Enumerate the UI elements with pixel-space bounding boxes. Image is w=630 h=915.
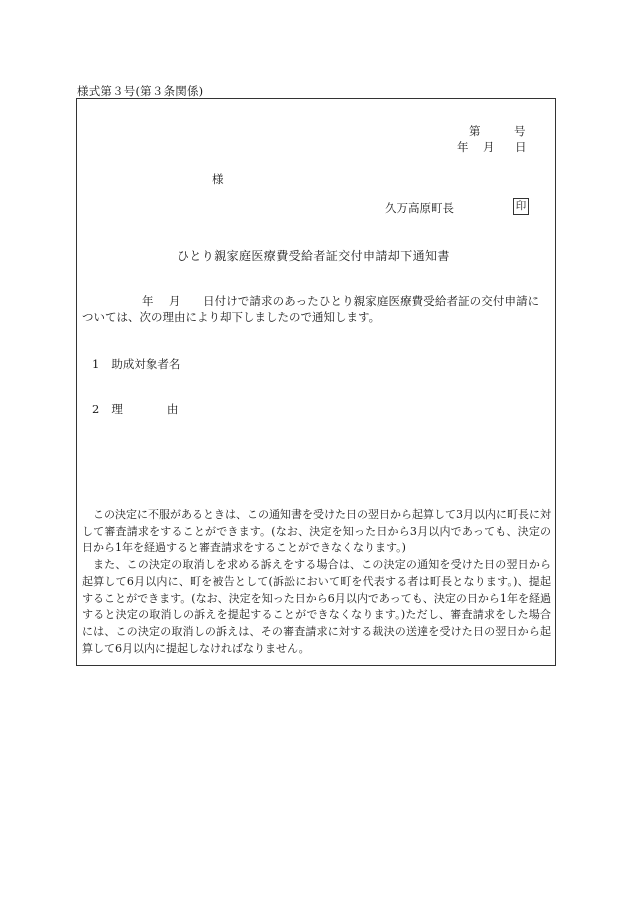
body-line-2: ついては、次の理由により却下しましたので通知します。: [82, 310, 381, 324]
appeal-notice: [82, 507, 551, 657]
item-reason: [92, 401, 178, 417]
document-number-prefix: 第: [469, 124, 481, 138]
item-applicant-name: [92, 356, 180, 372]
item-number: 2: [92, 402, 100, 416]
document-frame: [76, 98, 556, 666]
appeal-notice-paragraph-2: また、この決定の取消しを求める訴えをする場合は、この決定の通知を受けた日の翌日から起算して6月以内に、町を被告として(訴訟において町を代表する者は町長となります。)、提起することができます。(なお、決定を知った日から6月以内であっても、決定の日から1年を経過すると決定の取消しの訴えを提起することができなくなります。)ただし、審査請求をした場合には、この決定の取消しの訴えは、その審査請求に対する裁決の送達を受けた日の翌日から起算して6月以内に提起しなければなりません。: [82, 558, 551, 655]
item-label-second-char: 由: [166, 402, 179, 416]
date-day: 日: [515, 140, 527, 154]
item-label: 助成対象者名: [111, 357, 181, 371]
document-title: ひとり親家庭医療費受給者証交付申請却下通知書: [177, 249, 450, 263]
date-year: 年: [457, 140, 469, 154]
item-number: 1: [92, 357, 100, 371]
body-month: 月: [169, 294, 181, 308]
form-label: 様式第３号(第３条関係): [77, 84, 204, 98]
body-line-1-text: 日付けで請求のあったひとり親家庭医療費受給者証の交付申請に: [203, 294, 540, 308]
date-month: 月: [483, 140, 495, 154]
appeal-notice-paragraph-1: この決定に不服があるときは、この通知書を受けた日の翌日から起算して3月以内に町長に対して審査請求をすることができます。(なお、決定を知った日から3月以内であっても、決定の日から1年を経過すると審査請求をすることができなくなります。): [82, 508, 551, 555]
addressee-honorific: 様: [212, 172, 224, 186]
document-number-suffix: 号: [514, 124, 526, 138]
body-year: 年: [142, 294, 154, 308]
issuer-name: 久万高原町長: [385, 201, 454, 215]
seal-mark: 印: [513, 198, 529, 215]
item-label-first-char: 理: [111, 402, 123, 416]
